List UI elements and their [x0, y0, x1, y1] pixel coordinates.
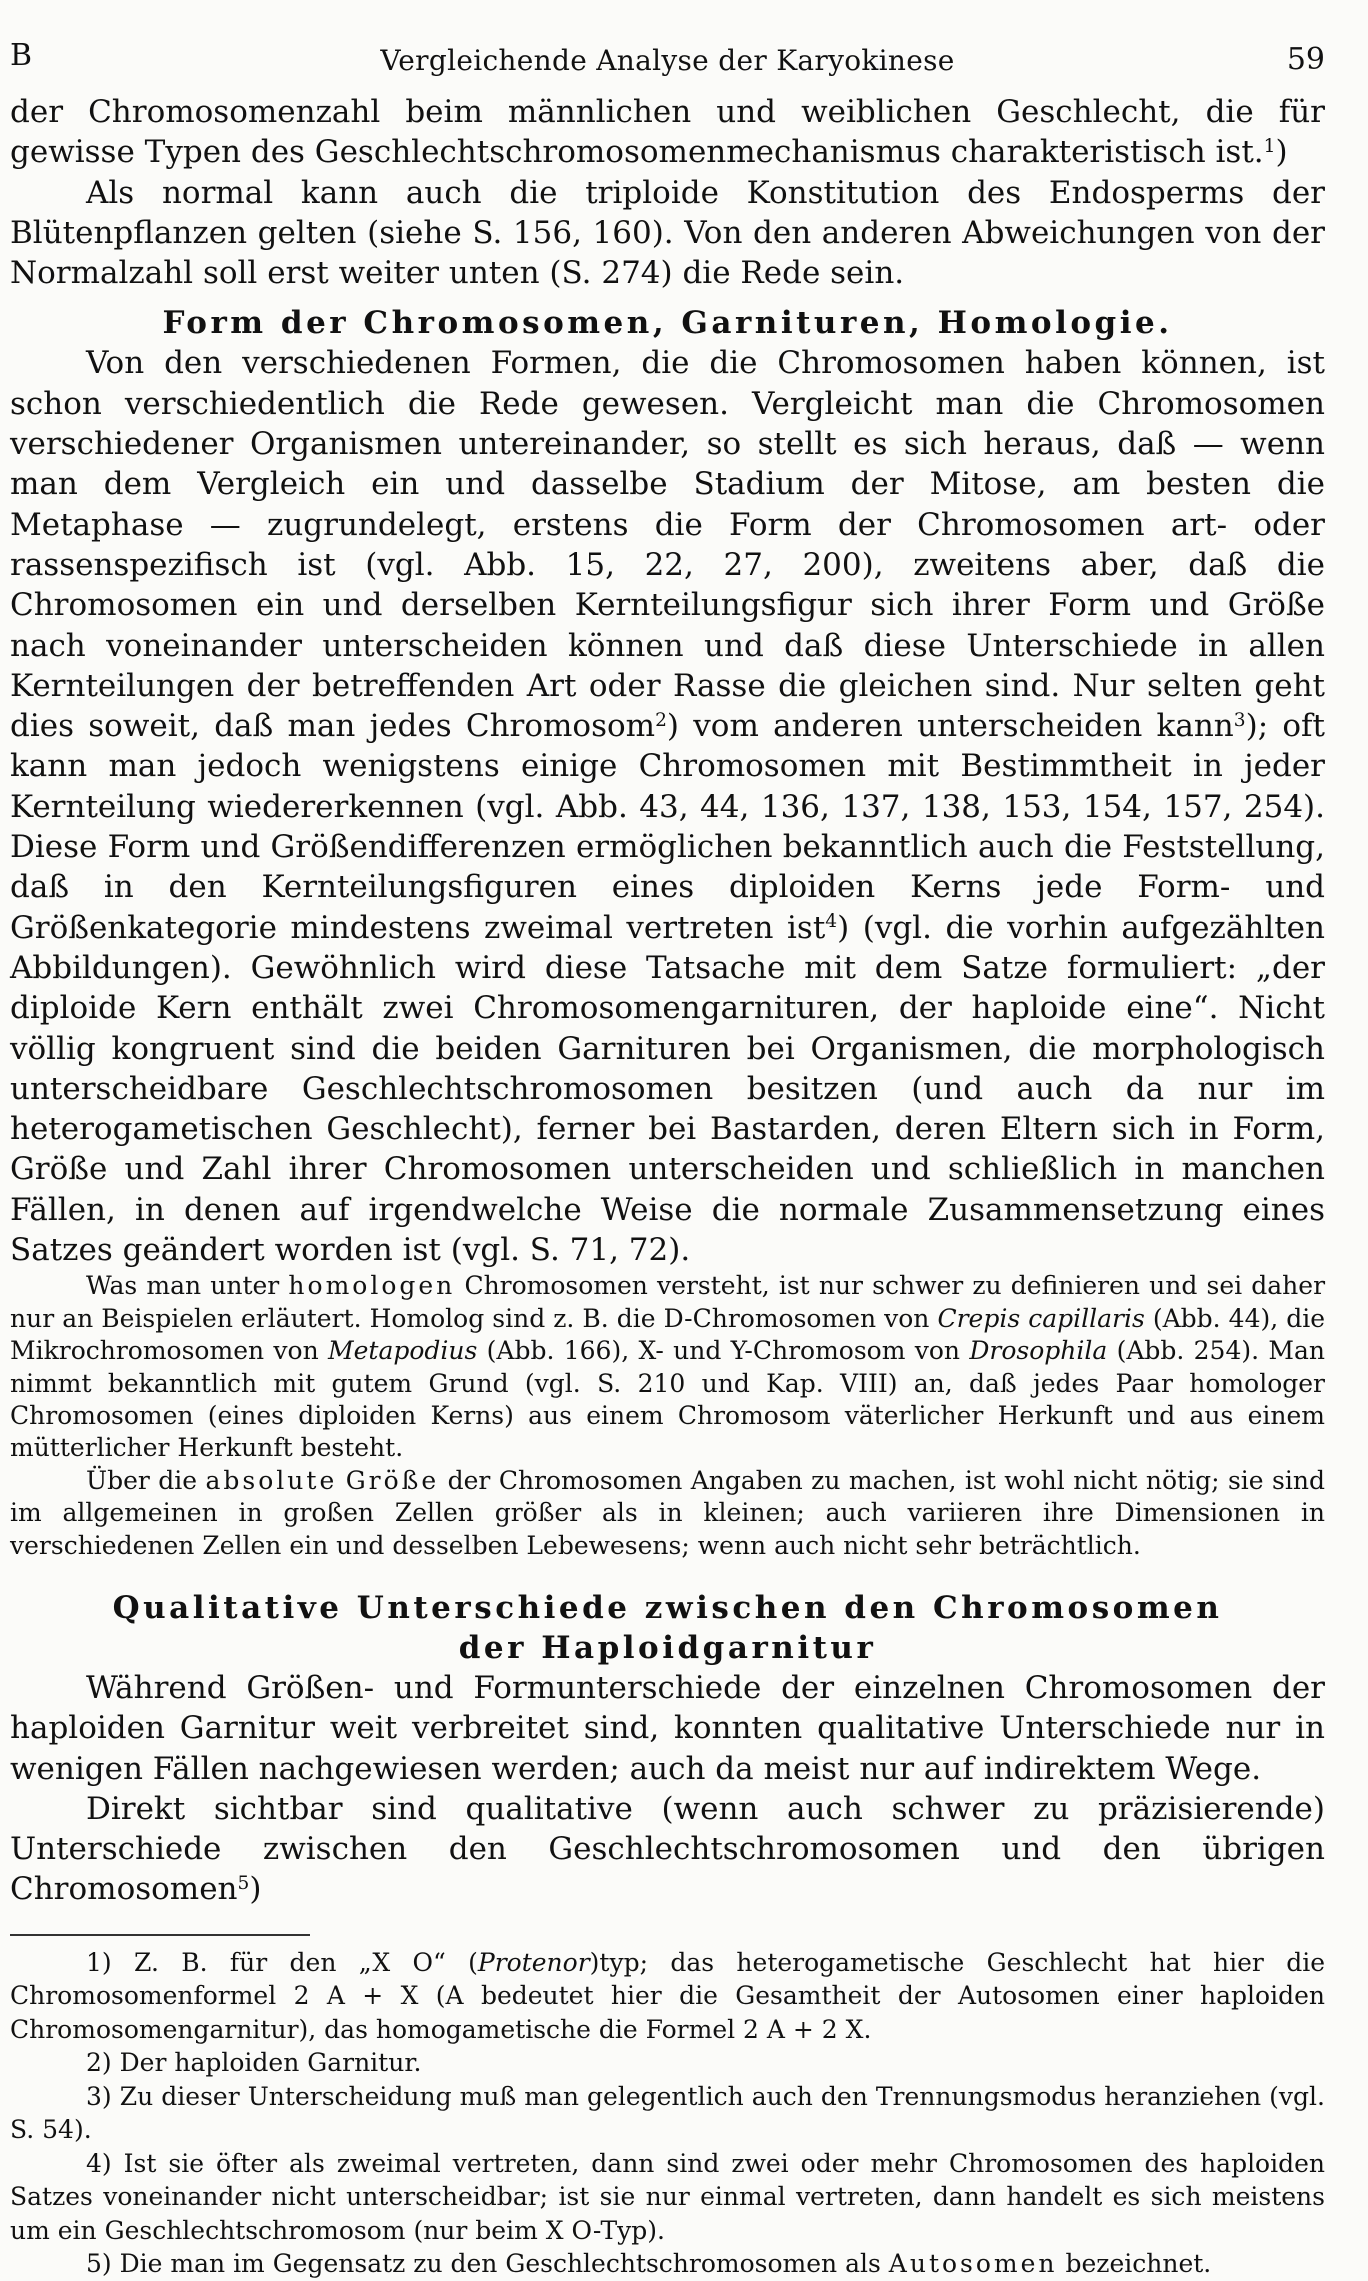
section-heading-form: Form der Chromosomen, Garnituren, Homologie. — [162, 305, 1173, 342]
paragraph-continuation: der Chromosomenzahl beim männlichen und weiblichen Geschlecht, die für gewisse Typen des Geschlechtschromosomenmechanismus charakteristisch ist.$^1$) — [10, 94, 1325, 171]
footnote-2: 2) Der haploiden Garnitur. — [86, 2048, 422, 2078]
footnote-ref-3: 3 — [1233, 709, 1246, 731]
paragraph-endosperm: Als normal kann auch die triploide Konstitution des Endosperms der Blütenpflanzen gelten (siehe S. 156, 160). Von den anderen Abweichungen von der Normalzahl soll erst weiter unten (S. 274) die Rede sein. — [10, 174, 1325, 292]
footnote-ref-1: 1 — [1263, 136, 1276, 158]
footnote-5: 5) Die man im Gegensatz zu den Geschlechtschromosomen als Autosomen bezeichnet. — [86, 2249, 1212, 2279]
paragraph-qualitative: Während Größen- und Formunterschiede der einzelnen Chromosomen der haploiden Garnitur weit verbreitet sind, konnten qualitative Unterschiede nur in wenigen Fällen nachgewiesen werden; auch da meist nur auf indirektem Wege. — [10, 1669, 1325, 1787]
paragraph-form: Von den verschiedenen Formen, die die Chromosomen haben können, ist schon verschiedentlich die Rede gewesen. Vergleicht man die Chromosomen verschiedener Organismen untereinander, so stellt es sich heraus, daß — wenn man dem Vergleich ein und dasselbe Stadium der Mitose, am besten die Metaphase — zugrundelegt, erstens die Form der Chromosomen art- oder rassenspezifisch ist (vgl. Abb. 15, 22, 27, 200), zweitens aber, daß die Chromosomen ein und derselben Kernteilungsfigur sich ihrer Form und Größe nach voneinander unterscheiden können und daß diese Unterschiede in allen Kernteilungen der betreffenden Art oder Rasse die gleichen sind. Nur selten geht dies soweit, daß man jedes Chromosom$^2$) vom anderen unterscheiden kann$^3$); oft kann man jedoch wenigstens einige Chromosomen mit Bestimmtheit in jeder Kernteilung wiedererkennen (vgl. Abb. 43, 44, 136, 137, 138, 153, 154, 157, 254). Diese Form und Größendifferenzen ermöglichen bekanntlich auch die Feststellung, daß in den Kernteilungsfiguren eines diploiden Kerns jede Form- und Größenkategorie mindestens zweimal vertreten ist$^4$) (vgl. die vorhin aufgezählten Abbildungen). Gewöhnlich wird diese Tatsache mit dem Satze formuliert: „der diploide Kern enthält zwei Chromosomengarnituren, der haploide eine“. Nicht völlig kongruent sind die beiden Garnituren bei Organismen, die morphologisch unterscheidbare Geschlechtschromosomen besitzen (und auch da nur im heterogametischen Geschlecht), ferner bei Bastarden, deren Eltern sich in Form, Größe und Zahl ihrer Chromosomen unterscheiden und schließlich in manchen Fällen, in denen auf irgendwelche Weise die normale Zusammensetzung eines Satzes geändert worden ist (vgl. S. 71, 72). — [10, 345, 1325, 1269]
book-page — [10, 0, 1326, 2279]
running-title: Vergleichende Analyse der Karyokinese — [380, 44, 955, 77]
footnote-separator — [10, 1934, 310, 1936]
paragraph-direct: Direkt sichtbar sind qualitative (wenn auch schwer zu präzisierende) Unterschiede zwischen den Geschlechtschromosomen und den übrigen Chromosomen$^5$) — [10, 1790, 1325, 1908]
footnote-3: 3) Zu dieser Unterscheidung muß man gelegentlich auch den Trennungsmodus heranziehen (vgl. S. 54). — [10, 2081, 1325, 2145]
small-paragraph-homolog: Was man unter homologen Chromosomen versteht, ist nur schwer zu definieren und sei daher nur an Beispielen erläutert. Homolog sind z. B. die D-Chromosomen von Crepis capillaris (Abb. 44), die Mikrochromosomen von Metapodius (Abb. 166), X- und Y-Chromosom von Drosophila (Abb. 254). Man nimmt bekanntlich mit gutem Grund (vgl. S. 210 und Kap. VIII) an, daß jedes Paar homologer Chromosomen (eines diploiden Kerns) aus einem Chromosom väterlicher Herkunft und aus einem mütterlicher Herkunft besteht. — [10, 1271, 1326, 1463]
page-number: 59 — [1286, 42, 1325, 77]
signature-mark: B — [10, 38, 33, 73]
footnote-ref-5: 5 — [237, 1873, 250, 1895]
section-heading-qualitative: Qualitative Unterschiede zwischen den Chromosomen der Haploidgarnitur — [112, 1589, 1223, 1666]
footnote-4: 4) Ist sie öfter als zweimal vertreten, dann sind zwei oder mehr Chromosomen des haploiden Satzes voneinander nicht unterscheidbar; ist sie nur einmal vertreten, dann handelt es sich meistens um ein Geschlechtschromosom (nur beim X O-Typ). — [10, 2148, 1326, 2245]
small-paragraph-size: Über die absolute Größe der Chromosomen Angaben zu machen, ist wohl nicht nötig; sie sind im allgemeinen in großen Zellen größer als in kleinen; auch variieren ihre Dimensionen in verschiedenen Zellen ein und desselben Lebewesens; wenn auch nicht sehr beträchtlich. — [10, 1465, 1325, 1560]
main-text — [10, 92, 1325, 1910]
footnote-ref-4: 4 — [825, 911, 838, 933]
footnotes — [10, 1946, 1325, 2281]
footnote-ref-2: 2 — [655, 709, 667, 731]
running-header — [10, 0, 1325, 92]
footnote-1: 1) Z. B. für den „X O“ (Protenor)typ; das heterogametische Geschlecht hat hier die Chromosomenformel 2 A + X (A bedeutet hier die Gesamtheit der Autosomen einer haploiden Chromosomengarnitur), das homogametische die Formel 2 A + 2 X. — [10, 1947, 1325, 2044]
